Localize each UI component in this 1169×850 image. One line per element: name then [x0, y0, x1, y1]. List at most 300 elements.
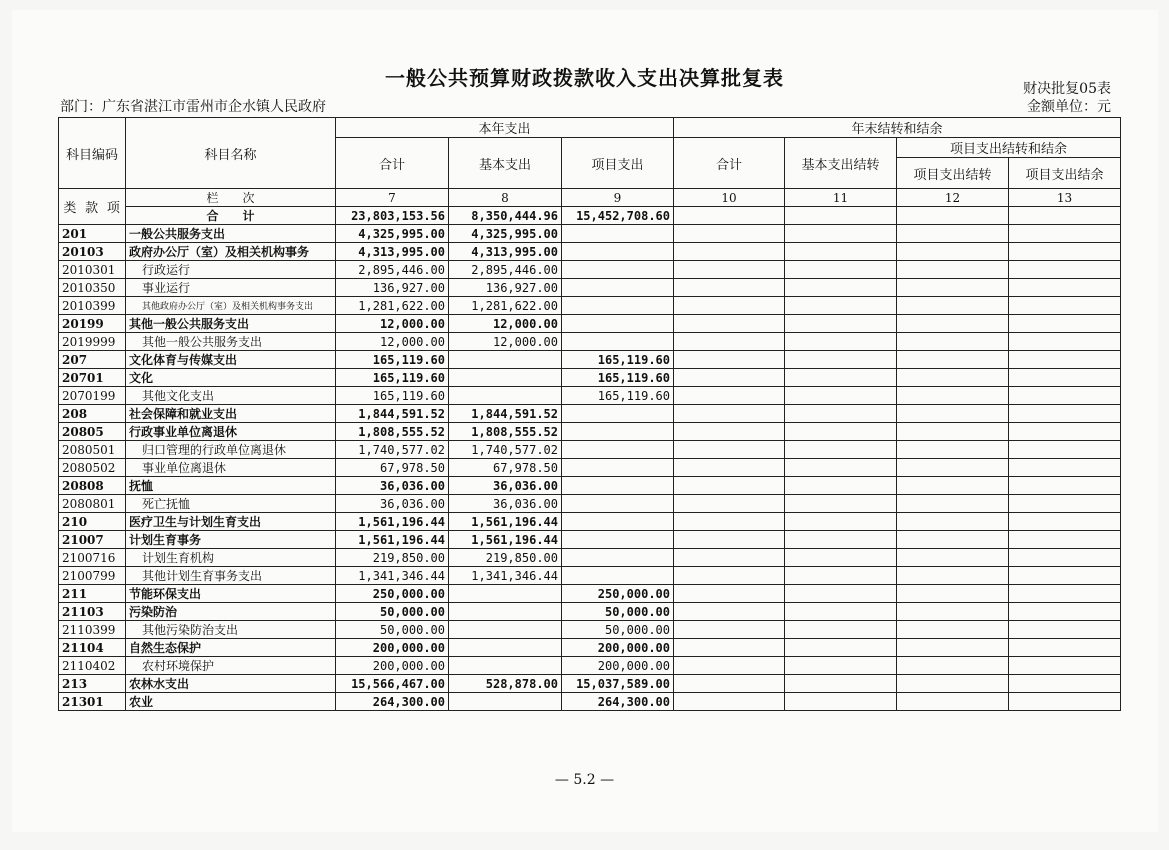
- row-empty-cell: [785, 405, 897, 423]
- row-empty-cell: [897, 351, 1009, 369]
- row-basic: [449, 585, 562, 603]
- table-row: [59, 315, 1121, 333]
- table-row: [59, 657, 1121, 675]
- row-name: 其他一般公共服务支出: [126, 333, 336, 351]
- header-ye-total: 合计: [674, 138, 785, 189]
- row-name: 政府办公厅（室）及相关机构事务: [126, 243, 336, 261]
- row-basic: 4,313,995.00: [449, 243, 562, 261]
- row-total: 250,000.00: [336, 585, 449, 603]
- row-empty-cell: [1009, 639, 1121, 657]
- row-empty-cell: [785, 477, 897, 495]
- row-code: 2010350: [59, 279, 126, 297]
- row-empty-cell: [785, 279, 897, 297]
- row-basic: [449, 351, 562, 369]
- row-code: 2080502: [59, 459, 126, 477]
- row-name: 农村环境保护: [126, 657, 336, 675]
- row-project: [562, 495, 674, 513]
- row-code: 20808: [59, 477, 126, 495]
- row-empty-cell: [1009, 243, 1121, 261]
- row-empty-cell: [1009, 315, 1121, 333]
- row-empty-cell: [674, 297, 785, 315]
- row-empty-cell: [897, 603, 1009, 621]
- header-lei-kuan-xiang: 类 款 项: [59, 189, 126, 225]
- row-empty-cell: [1009, 567, 1121, 585]
- row-empty-cell: [897, 585, 1009, 603]
- table-row: [59, 603, 1121, 621]
- row-name: 农林水支出: [126, 675, 336, 693]
- row-code: 2100716: [59, 549, 126, 567]
- row-project: [562, 531, 674, 549]
- table-row: [59, 333, 1121, 351]
- row-empty-cell: [785, 495, 897, 513]
- row-empty-cell: [674, 567, 785, 585]
- row-empty-cell: [674, 441, 785, 459]
- row-name: 污染防治: [126, 603, 336, 621]
- row-empty-cell: [785, 567, 897, 585]
- row-empty-cell: [897, 567, 1009, 585]
- row-empty-cell: [1009, 657, 1121, 675]
- col-no-7: 7: [336, 189, 449, 207]
- row-empty-cell: [897, 675, 1009, 693]
- header-year-end: 年末结转和结余: [674, 118, 1121, 138]
- table-row: [59, 351, 1121, 369]
- row-empty-cell: [785, 603, 897, 621]
- row-basic: 36,036.00: [449, 495, 562, 513]
- row-empty-cell: [785, 441, 897, 459]
- row-empty-cell: [897, 477, 1009, 495]
- row-empty-cell: [674, 549, 785, 567]
- table-row: [59, 495, 1121, 513]
- row-basic: [449, 621, 562, 639]
- form-code: 财决批复05表: [1023, 81, 1111, 97]
- row-empty-cell: [674, 477, 785, 495]
- row-basic: [449, 639, 562, 657]
- row-empty-cell: [674, 279, 785, 297]
- row-project: [562, 297, 674, 315]
- row-basic: 36,036.00: [449, 477, 562, 495]
- row-total: 165,119.60: [336, 351, 449, 369]
- row-name: 行政事业单位离退休: [126, 423, 336, 441]
- row-project: [562, 441, 674, 459]
- row-name: 社会保障和就业支出: [126, 405, 336, 423]
- row-empty-cell: [674, 531, 785, 549]
- row-project: [562, 513, 674, 531]
- row-project: [562, 423, 674, 441]
- row-empty-cell: [1009, 387, 1121, 405]
- row-name: 其他文化支出: [126, 387, 336, 405]
- header-basic: 基本支出: [449, 138, 562, 189]
- row-project: 50,000.00: [562, 621, 674, 639]
- row-empty-cell: [674, 603, 785, 621]
- row-empty-cell: [674, 675, 785, 693]
- row-total: 1,844,591.52: [336, 405, 449, 423]
- row-basic: [449, 603, 562, 621]
- row-empty-cell: [785, 513, 897, 531]
- row-empty-cell: [785, 531, 897, 549]
- header-project: 项目支出: [562, 138, 674, 189]
- table-row: [59, 423, 1121, 441]
- row-basic: 12,000.00: [449, 333, 562, 351]
- header-code: 科目编码: [59, 118, 126, 189]
- row-basic: 12,000.00: [449, 315, 562, 333]
- row-empty-cell: [1009, 621, 1121, 639]
- row-name: 事业运行: [126, 279, 336, 297]
- header-ye-project-surplus: 项目支出结余: [1009, 158, 1121, 189]
- row-code: 201: [59, 225, 126, 243]
- row-total: 1,740,577.02: [336, 441, 449, 459]
- row-empty-cell: [897, 297, 1009, 315]
- row-code: 2019999: [59, 333, 126, 351]
- row-empty-cell: [785, 351, 897, 369]
- col-no-10: 10: [674, 189, 785, 207]
- row-empty-cell: [674, 405, 785, 423]
- row-project: 165,119.60: [562, 351, 674, 369]
- row-empty-cell: [674, 639, 785, 657]
- row-total: 165,119.60: [336, 369, 449, 387]
- row-empty-cell: [674, 315, 785, 333]
- table-row: [59, 369, 1121, 387]
- col-no-8: 8: [449, 189, 562, 207]
- row-empty-cell: [674, 657, 785, 675]
- row-code: 2010301: [59, 261, 126, 279]
- row-empty-cell: [1009, 531, 1121, 549]
- row-empty-cell: [1009, 261, 1121, 279]
- row-empty-cell: [1009, 495, 1121, 513]
- col-no-9: 9: [562, 189, 674, 207]
- col-no-13: 13: [1009, 189, 1121, 207]
- col-no-11: 11: [785, 189, 897, 207]
- row-code: 2100799: [59, 567, 126, 585]
- row-empty-cell: [674, 387, 785, 405]
- table-row: [59, 405, 1121, 423]
- row-empty-cell: [1009, 369, 1121, 387]
- row-total: 1,561,196.44: [336, 513, 449, 531]
- row-empty-cell: [785, 693, 897, 711]
- col-no-12: 12: [897, 189, 1009, 207]
- row-name: 节能环保支出: [126, 585, 336, 603]
- row-project: [562, 243, 674, 261]
- row-empty-cell: [674, 423, 785, 441]
- table-row: [59, 639, 1121, 657]
- row-code: 21103: [59, 603, 126, 621]
- row-project: 15,037,589.00: [562, 675, 674, 693]
- row-empty-cell: [897, 369, 1009, 387]
- table-row: [59, 387, 1121, 405]
- row-basic: 1,561,196.44: [449, 531, 562, 549]
- row-empty-cell: [785, 657, 897, 675]
- row-code: 211: [59, 585, 126, 603]
- row-total: 1,281,622.00: [336, 297, 449, 315]
- row-empty-cell: [674, 513, 785, 531]
- row-project: [562, 477, 674, 495]
- row-empty-cell: [1009, 603, 1121, 621]
- row-empty-cell: [897, 225, 1009, 243]
- table-row: [59, 441, 1121, 459]
- row-empty-cell: [897, 441, 1009, 459]
- row-name: 死亡抚恤: [126, 495, 336, 513]
- row-total: 219,850.00: [336, 549, 449, 567]
- row-total: 136,927.00: [336, 279, 449, 297]
- row-project: [562, 459, 674, 477]
- row-empty-cell: [897, 639, 1009, 657]
- row-empty-cell: [785, 675, 897, 693]
- row-project: 165,119.60: [562, 369, 674, 387]
- row-project: [562, 225, 674, 243]
- row-code: 207: [59, 351, 126, 369]
- row-basic: [449, 369, 562, 387]
- row-name: 文化体育与传媒支出: [126, 351, 336, 369]
- table-row: [59, 675, 1121, 693]
- row-empty-cell: [897, 405, 1009, 423]
- row-basic: 2,895,446.00: [449, 261, 562, 279]
- row-total: 4,325,995.00: [336, 225, 449, 243]
- row-empty-cell: [785, 369, 897, 387]
- basic-sum: 8,350,444.96: [449, 207, 562, 225]
- row-empty-cell: [674, 333, 785, 351]
- row-empty-cell: [674, 621, 785, 639]
- row-project: [562, 333, 674, 351]
- row-empty-cell: [674, 369, 785, 387]
- table-row: [59, 477, 1121, 495]
- row-empty-cell: [1009, 423, 1121, 441]
- row-empty-cell: [674, 585, 785, 603]
- row-total: 1,341,346.44: [336, 567, 449, 585]
- row-empty-cell: [897, 459, 1009, 477]
- row-empty-cell: [785, 459, 897, 477]
- table-row: [59, 549, 1121, 567]
- document-title: 一般公共预算财政拨款收入支出决算批复表: [385, 66, 784, 90]
- row-empty-cell: [897, 495, 1009, 513]
- row-empty-cell: [897, 243, 1009, 261]
- row-empty-cell: [674, 495, 785, 513]
- row-empty-cell: [1009, 441, 1121, 459]
- table-row: [59, 279, 1121, 297]
- row-code: 21104: [59, 639, 126, 657]
- row-name: 农业: [126, 693, 336, 711]
- row-basic: 1,740,577.02: [449, 441, 562, 459]
- row-empty-cell: [785, 225, 897, 243]
- row-code: 2010399: [59, 297, 126, 315]
- row-name: 自然生态保护: [126, 639, 336, 657]
- row-project: [562, 315, 674, 333]
- row-name: 归口管理的行政单位离退休: [126, 441, 336, 459]
- row-empty-cell: [785, 261, 897, 279]
- row-empty-cell: [1009, 513, 1121, 531]
- row-code: 20701: [59, 369, 126, 387]
- row-project: 250,000.00: [562, 585, 674, 603]
- row-basic: 4,325,995.00: [449, 225, 562, 243]
- row-project: [562, 279, 674, 297]
- row-name: 抚恤: [126, 477, 336, 495]
- row-code: 2070199: [59, 387, 126, 405]
- row-name: 其他一般公共服务支出: [126, 315, 336, 333]
- row-basic: 1,808,555.52: [449, 423, 562, 441]
- project-sum: 15,452,708.60: [562, 207, 674, 225]
- header-current-year: 本年支出: [336, 118, 674, 138]
- row-project: 50,000.00: [562, 603, 674, 621]
- row-empty-cell: [1009, 297, 1121, 315]
- row-basic: 1,341,346.44: [449, 567, 562, 585]
- row-code: 208: [59, 405, 126, 423]
- row-name: 事业单位离退休: [126, 459, 336, 477]
- row-total: 67,978.50: [336, 459, 449, 477]
- row-empty-cell: [897, 693, 1009, 711]
- row-code: 20805: [59, 423, 126, 441]
- row-total: 50,000.00: [336, 603, 449, 621]
- row-empty-cell: [897, 279, 1009, 297]
- row-total: 165,119.60: [336, 387, 449, 405]
- row-empty-cell: [674, 351, 785, 369]
- row-empty-cell: [785, 621, 897, 639]
- row-total: 1,561,196.44: [336, 531, 449, 549]
- row-project: 264,300.00: [562, 693, 674, 711]
- table-row: [59, 531, 1121, 549]
- row-total: 12,000.00: [336, 315, 449, 333]
- lanci-label: 栏 次: [126, 189, 336, 207]
- row-basic: [449, 657, 562, 675]
- row-empty-cell: [674, 459, 785, 477]
- row-code: 2080801: [59, 495, 126, 513]
- row-empty-cell: [785, 585, 897, 603]
- row-code: 2080501: [59, 441, 126, 459]
- row-empty-cell: [897, 531, 1009, 549]
- row-empty-cell: [785, 387, 897, 405]
- page-number: — 5.2 —: [554, 772, 615, 788]
- row-name: 其他污染防治支出: [126, 621, 336, 639]
- row-total: 1,808,555.52: [336, 423, 449, 441]
- row-empty-cell: [674, 225, 785, 243]
- row-empty-cell: [1009, 459, 1121, 477]
- row-empty-cell: [1009, 693, 1121, 711]
- row-total: 2,895,446.00: [336, 261, 449, 279]
- row-code: 21007: [59, 531, 126, 549]
- row-project: [562, 405, 674, 423]
- row-code: 2110402: [59, 657, 126, 675]
- row-empty-cell: [897, 261, 1009, 279]
- row-total: 50,000.00: [336, 621, 449, 639]
- header-ye-project-carry: 项目支出结转: [897, 158, 1009, 189]
- row-empty-cell: [897, 513, 1009, 531]
- row-basic: 136,927.00: [449, 279, 562, 297]
- row-empty-cell: [1009, 333, 1121, 351]
- row-basic: 1,561,196.44: [449, 513, 562, 531]
- row-code: 210: [59, 513, 126, 531]
- row-name: 行政运行: [126, 261, 336, 279]
- table-row: [59, 621, 1121, 639]
- row-basic: 219,850.00: [449, 549, 562, 567]
- row-name: 其他政府办公厅（室）及相关机构事务支出: [126, 297, 336, 315]
- row-empty-cell: [785, 549, 897, 567]
- table-row: [59, 513, 1121, 531]
- row-basic: 67,978.50: [449, 459, 562, 477]
- row-empty-cell: [1009, 279, 1121, 297]
- row-empty-cell: [785, 423, 897, 441]
- row-total: 200,000.00: [336, 657, 449, 675]
- row-total: 36,036.00: [336, 495, 449, 513]
- table-row: [59, 567, 1121, 585]
- row-basic: [449, 693, 562, 711]
- budget-table: [58, 117, 1121, 711]
- row-empty-cell: [785, 243, 897, 261]
- row-basic: 1,281,622.00: [449, 297, 562, 315]
- row-name: 计划生育机构: [126, 549, 336, 567]
- row-total: 264,300.00: [336, 693, 449, 711]
- row-total: 12,000.00: [336, 333, 449, 351]
- unit-label: 金额单位：元: [1027, 99, 1111, 115]
- heji-label: 合 计: [126, 207, 336, 225]
- row-empty-cell: [1009, 675, 1121, 693]
- table-row: [59, 243, 1121, 261]
- row-empty-cell: [1009, 585, 1121, 603]
- row-total: 36,036.00: [336, 477, 449, 495]
- row-project: [562, 261, 674, 279]
- row-empty-cell: [674, 693, 785, 711]
- header-ye-project-group: 项目支出结转和结余: [897, 138, 1121, 158]
- table-row: [59, 297, 1121, 315]
- row-code: 21301: [59, 693, 126, 711]
- row-empty-cell: [897, 315, 1009, 333]
- table-row: [59, 225, 1121, 243]
- row-code: 213: [59, 675, 126, 693]
- row-empty-cell: [1009, 405, 1121, 423]
- row-total: 15,566,467.00: [336, 675, 449, 693]
- department-label: 部门：广东省湛江市雷州市企水镇人民政府: [60, 99, 326, 115]
- row-empty-cell: [674, 243, 785, 261]
- table-row: [59, 261, 1121, 279]
- total-sum: 23,803,153.56: [336, 207, 449, 225]
- row-total: 200,000.00: [336, 639, 449, 657]
- row-code: 2110399: [59, 621, 126, 639]
- row-project: [562, 549, 674, 567]
- table-row: [59, 459, 1121, 477]
- row-basic: [449, 387, 562, 405]
- row-empty-cell: [1009, 351, 1121, 369]
- row-empty-cell: [897, 423, 1009, 441]
- row-empty-cell: [897, 621, 1009, 639]
- row-name: 一般公共服务支出: [126, 225, 336, 243]
- row-name: 文化: [126, 369, 336, 387]
- row-project: 200,000.00: [562, 657, 674, 675]
- row-empty-cell: [785, 297, 897, 315]
- row-empty-cell: [897, 333, 1009, 351]
- row-name: 计划生育事务: [126, 531, 336, 549]
- row-empty-cell: [897, 387, 1009, 405]
- row-empty-cell: [785, 333, 897, 351]
- row-empty-cell: [1009, 225, 1121, 243]
- row-project: 165,119.60: [562, 387, 674, 405]
- header-total: 合计: [336, 138, 449, 189]
- row-project: 200,000.00: [562, 639, 674, 657]
- header-name: 科目名称: [126, 118, 336, 189]
- row-name: 医疗卫生与计划生育支出: [126, 513, 336, 531]
- row-basic: 528,878.00: [449, 675, 562, 693]
- row-empty-cell: [785, 315, 897, 333]
- row-code: 20199: [59, 315, 126, 333]
- row-empty-cell: [897, 549, 1009, 567]
- row-empty-cell: [1009, 477, 1121, 495]
- row-empty-cell: [1009, 549, 1121, 567]
- table-row: [59, 693, 1121, 711]
- table-row: [59, 585, 1121, 603]
- row-empty-cell: [785, 639, 897, 657]
- row-project: [562, 567, 674, 585]
- header-ye-basic: 基本支出结转: [785, 138, 897, 189]
- row-total: 4,313,995.00: [336, 243, 449, 261]
- row-empty-cell: [897, 657, 1009, 675]
- row-basic: 1,844,591.52: [449, 405, 562, 423]
- row-code: 20103: [59, 243, 126, 261]
- row-empty-cell: [674, 261, 785, 279]
